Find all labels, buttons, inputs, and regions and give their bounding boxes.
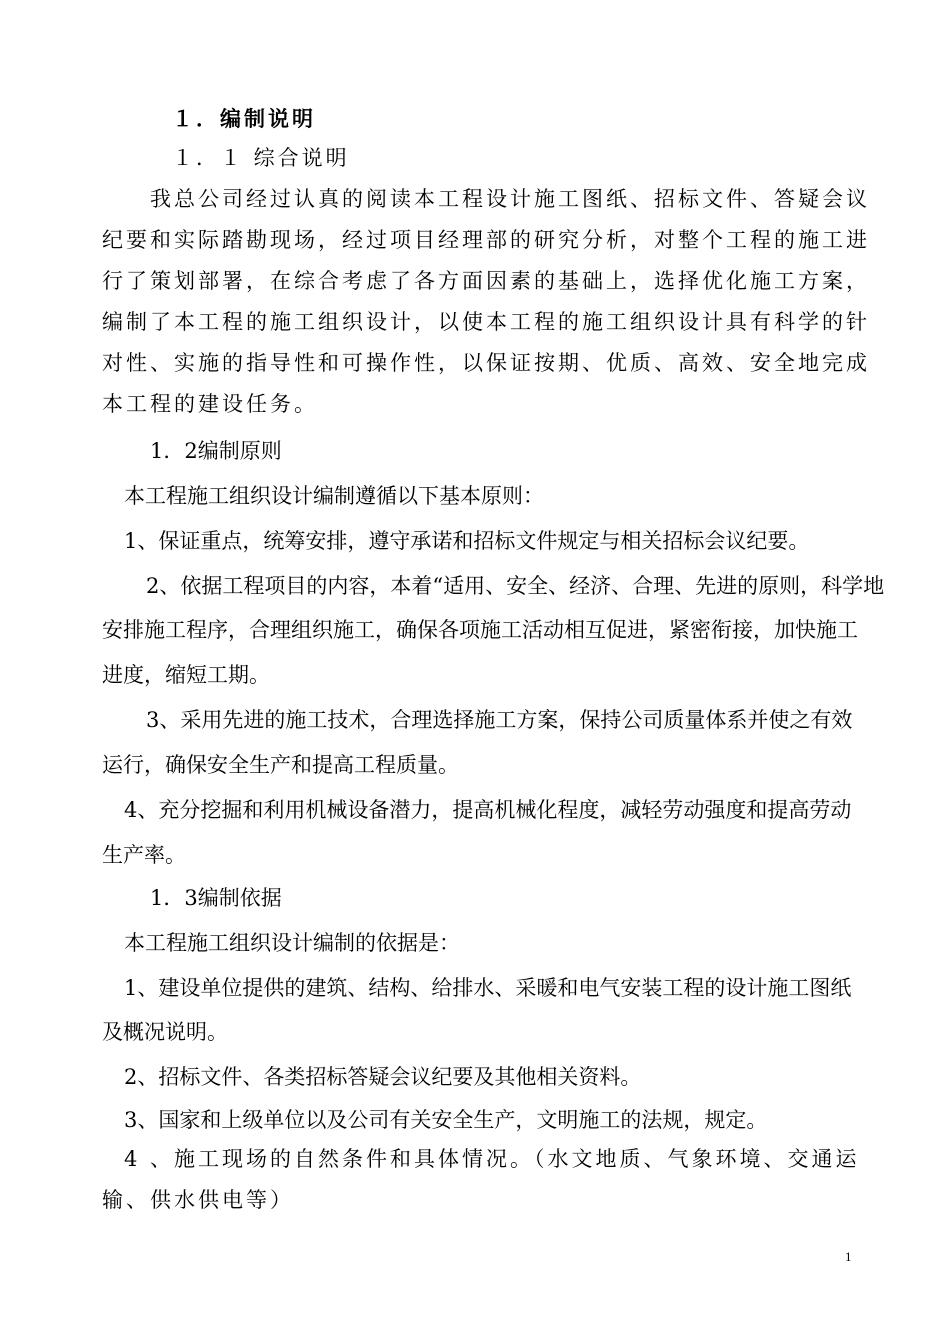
list-item-line: 4、充分挖掘和利用机械设备潜力，提高机械化程度，减轻劳动强度和提高劳动	[124, 798, 852, 822]
intro-line: 本工程施工组织设计编制遵循以下基本原则：	[124, 484, 544, 508]
list-item-line: 生产率。	[102, 843, 186, 867]
list-item-line: 3、国家和上级单位以及公司有关安全生产，文明施工的法规，规定。	[124, 1108, 768, 1132]
list-item-line: 输、供水供电等）	[102, 1188, 294, 1212]
list-item-line: 3、采用先进的施工技术，合理选择施工方案，保持公司质量体系并使之有效	[146, 708, 853, 732]
list-item-line: 4 、施工现场的自然条件和具体情况。（水文地质、气象环境、交通运	[124, 1147, 860, 1171]
list-item-line: 安排施工程序，合理组织施工，确保各项施工活动相互促进，紧密衔接，加快施工	[102, 618, 858, 642]
list-item-line: 2、招标文件、各类招标答疑会议纪要及其他相关资料。	[124, 1065, 642, 1089]
subsection-heading-1-2: 1．2编制原则	[150, 439, 282, 463]
paragraph-line: 对性、实施的指导性和可操作性，以保证按期、优质、高效、安全地完成	[102, 351, 870, 375]
paragraph-line: 编制了本工程的施工组织设计，以使本工程的施工组织设计具有科学的针	[102, 310, 870, 334]
list-item-line: 运行，确保安全生产和提高工程质量。	[102, 753, 459, 777]
subsection-heading-1-3: 1．3编制依据	[150, 886, 282, 910]
list-item-line: 及概况说明。	[102, 1020, 228, 1044]
paragraph-line: 本工程的建设任务。	[102, 392, 318, 416]
subsection-heading-1-1: １．１ 综合说明	[172, 146, 350, 170]
paragraph-line: 行了策划部署，在综合考虑了各方面因素的基础上，选择优化施工方案，	[102, 269, 870, 293]
list-item-line: 1、建设单位提供的建筑、结构、给排水、采暖和电气安装工程的设计施工图纸	[124, 976, 852, 1000]
list-item-line: 2、依据工程项目的内容，本着“适用、安全、经济、合理、先进的原则，科学地	[146, 574, 885, 598]
paragraph-line: 纪要和实际踏勘现场，经过项目经理部的研究分析，对整个工程的施工进	[102, 228, 870, 252]
intro-line: 本工程施工组织设计编制的依据是：	[124, 931, 460, 955]
page-number: 1	[845, 1249, 852, 1264]
list-item-line: 1、保证重点，统筹安排，遵守承诺和招标文件规定与相关招标会议纪要。	[124, 529, 810, 553]
list-item-line: 进度，缩短工期。	[102, 663, 270, 687]
section-heading: １．编制说明	[172, 106, 316, 131]
paragraph-line: 我总公司经过认真的阅读本工程设计施工图纸、招标文件、答疑会议	[150, 187, 870, 211]
